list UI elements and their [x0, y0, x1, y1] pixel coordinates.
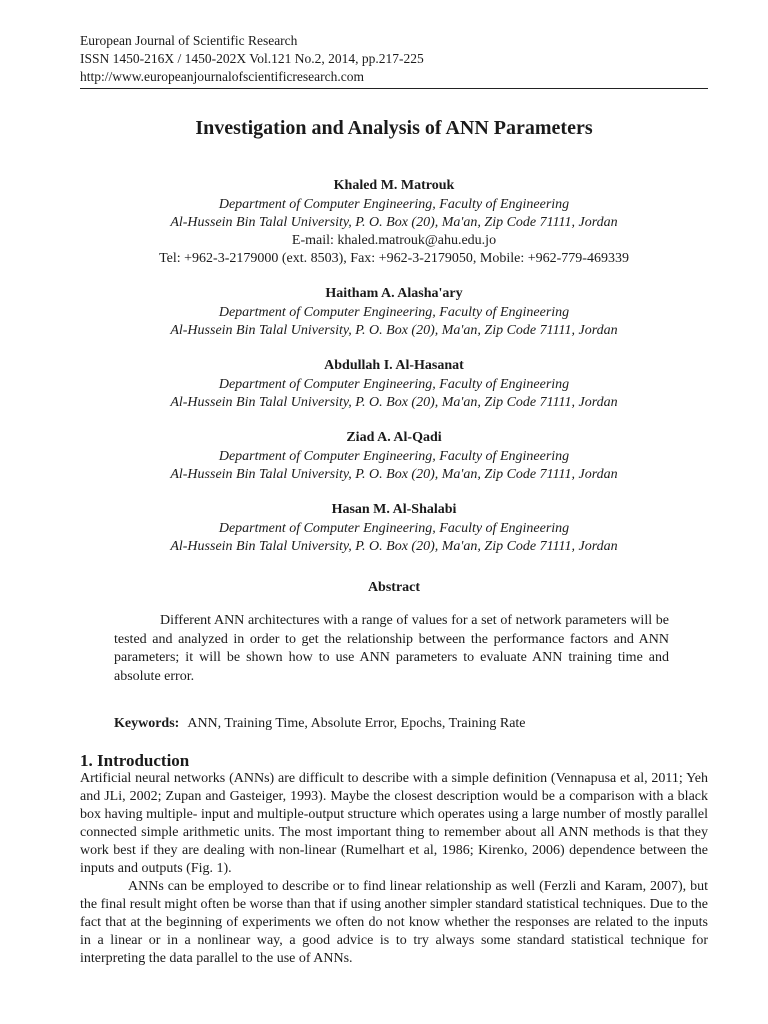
author-block [80, 428, 708, 484]
author-block [80, 176, 708, 268]
paper-title: Investigation and Analysis of ANN Parameters [195, 117, 593, 139]
header-divider [80, 88, 708, 89]
author-name: Ziad A. Al-Qadi [346, 430, 442, 445]
author-address: Al-Hussein Bin Talal University, P. O. Box (20), Ma'an, Zip Code 71111, Jordan [170, 395, 618, 410]
author-address: Al-Hussein Bin Talal University, P. O. Box (20), Ma'an, Zip Code 71111, Jordan [170, 215, 618, 230]
author-name: Haitham A. Alasha'ary [325, 286, 463, 301]
author-list [80, 176, 708, 572]
author-department: Department of Computer Engineering, Faculty of Engineering [218, 449, 570, 464]
introduction-paragraph: Artificial neural networks (ANNs) are difficult to describe with a simple definition (Vennapusa et al, 2011; Yeh and JLi, 2002; Zupan and Gasteiger, 1993). Maybe the closest description would be a comparison with a black box having multiple- input and multiple-output structure which operates using a large number of mostly parallel connected simple arithmetic units. The most important thing to remember about all ANN methods is that they work best if they are dealing with non-linear (Rumelhart et al, 1986; Kirenko, 2006) dependence between the inputs and outputs (Fig. 1). [80, 771, 708, 876]
author-address: Al-Hussein Bin Talal University, P. O. Box (20), Ma'an, Zip Code 71111, Jordan [170, 467, 618, 482]
author-department: Department of Computer Engineering, Faculty of Engineering [218, 197, 570, 212]
introduction-body [80, 770, 708, 968]
author-address: Al-Hussein Bin Talal University, P. O. Box (20), Ma'an, Zip Code 71111, Jordan [170, 323, 618, 338]
journal-url[interactable]: http://www.europeanjournalofscientificresearch.com [80, 69, 365, 84]
author-block [80, 356, 708, 412]
author-department: Department of Computer Engineering, Faculty of Engineering [218, 377, 570, 392]
abstract-text: Different ANN architectures with a range of values for a set of network parameters will be tested and analyzed in order to get the relationship between the performance factors and ANN parameters; it will be shown how to use ANN parameters to evaluate ANN training time and absolute error. [114, 613, 669, 684]
keywords-label: Keywords: [114, 716, 180, 731]
author-name: Khaled M. Matrouk [333, 178, 455, 193]
introduction-paragraph: ANNs can be employed to describe or to find linear relationship as well (Ferzli and Karam, 2007), but the final result might often be worse than that if using another simpler standard statistical techniques. Due to the fact that at the beginning of experiments we often do not know whether the responses are related to the inputs in a linear or in a nonlinear way, a good advice is to try always some standard statistical technique for interpreting the data parallel to the use of ANNs. [80, 879, 708, 966]
author-email[interactable]: E-mail: khaled.matrouk@ahu.edu.jo [291, 233, 497, 248]
author-address: Al-Hussein Bin Talal University, P. O. Box (20), Ma'an, Zip Code 71111, Jordan [170, 539, 618, 554]
keywords-line [114, 714, 674, 734]
author-name: Hasan M. Al-Shalabi [331, 502, 457, 517]
author-block [80, 500, 708, 556]
author-phone: Tel: +962-3-2179000 (ext. 8503), Fax: +962-3-2179050, Mobile: +962-779-469339 [159, 251, 629, 266]
author-department: Department of Computer Engineering, Faculty of Engineering [218, 305, 570, 320]
author-department: Department of Computer Engineering, Faculty of Engineering [218, 521, 570, 536]
abstract-heading: Abstract [367, 580, 421, 595]
author-name: Abdullah I. Al-Hasanat [324, 358, 464, 373]
journal-issn: ISSN 1450-216X / 1450-202X Vol.121 No.2, 2014, pp.217-225 [80, 51, 424, 66]
journal-header [80, 32, 708, 86]
keywords-text: ANN, Training Time, Absolute Error, Epochs, Training Rate [187, 716, 526, 731]
journal-name: European Journal of Scientific Research [80, 33, 298, 48]
author-block [80, 284, 708, 340]
section-heading-introduction: 1. Introduction [80, 751, 190, 770]
